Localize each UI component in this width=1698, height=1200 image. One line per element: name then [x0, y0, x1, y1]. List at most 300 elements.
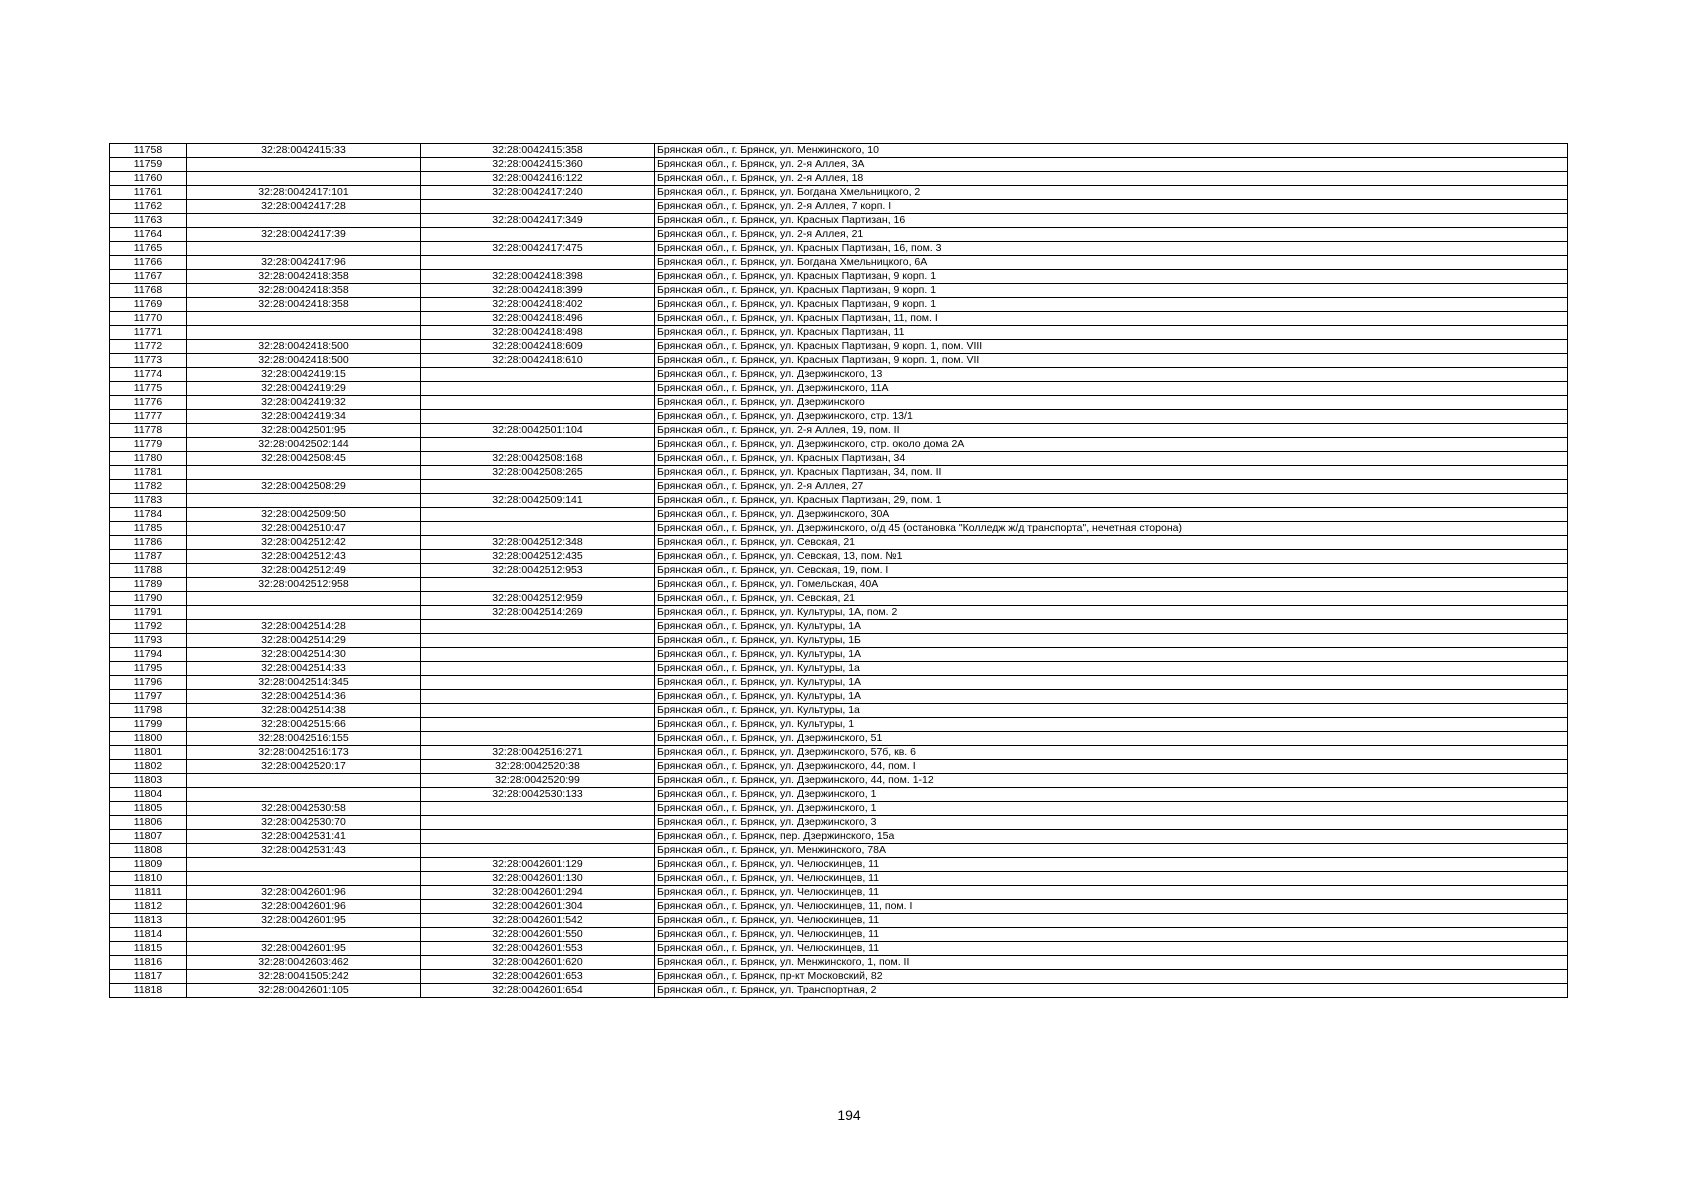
- object-cadastral-number-cell: 32:28:0042512:435: [421, 550, 655, 564]
- object-cadastral-number-cell: [421, 830, 655, 844]
- cadastral-number-cell: [187, 928, 421, 942]
- address-cell: Брянская обл., г. Брянск, ул. Красных Партизан, 9 корп. 1: [655, 284, 1568, 298]
- object-cadastral-number-cell: 32:28:0042512:959: [421, 592, 655, 606]
- row-number-cell: 11785: [110, 522, 187, 536]
- table-row: [110, 564, 1568, 578]
- table-row: [110, 312, 1568, 326]
- row-number-cell: 11781: [110, 466, 187, 480]
- row-number-cell: 11815: [110, 942, 187, 956]
- address-cell: Брянская обл., г. Брянск, ул. Культуры, 1: [655, 718, 1568, 732]
- row-number-cell: 11788: [110, 564, 187, 578]
- object-cadastral-number-cell: 32:28:0042418:398: [421, 270, 655, 284]
- row-number-cell: 11758: [110, 144, 187, 158]
- address-cell: Брянская обл., г. Брянск, ул. Культуры, 1А: [655, 620, 1568, 634]
- table-row: [110, 634, 1568, 648]
- row-number-cell: 11778: [110, 424, 187, 438]
- object-cadastral-number-cell: [421, 704, 655, 718]
- table-row: [110, 984, 1568, 998]
- address-cell: Брянская обл., г. Брянск, ул. Красных Партизан, 34: [655, 452, 1568, 466]
- cadastral-number-cell: [187, 606, 421, 620]
- table-row: [110, 522, 1568, 536]
- address-cell: Брянская обл., г. Брянск, ул. Дзержинского, 11А: [655, 382, 1568, 396]
- row-number-cell: 11771: [110, 326, 187, 340]
- cadastral-number-cell: [187, 326, 421, 340]
- address-cell: Брянская обл., г. Брянск, ул. Дзержинского, 30А: [655, 508, 1568, 522]
- row-number-cell: 11780: [110, 452, 187, 466]
- address-cell: Брянская обл., г. Брянск, ул. Челюскинцев, 11: [655, 872, 1568, 886]
- object-cadastral-number-cell: [421, 368, 655, 382]
- row-number-cell: 11776: [110, 396, 187, 410]
- row-number-cell: 11793: [110, 634, 187, 648]
- cadastral-number-cell: 32:28:0042514:38: [187, 704, 421, 718]
- address-cell: Брянская обл., г. Брянск, ул. Дзержинского, 13: [655, 368, 1568, 382]
- row-number-cell: 11777: [110, 410, 187, 424]
- cadastral-number-cell: 32:28:0042531:41: [187, 830, 421, 844]
- address-cell: Брянская обл., г. Брянск, ул. Севская, 21: [655, 592, 1568, 606]
- address-cell: Брянская обл., г. Брянск, ул. Менжинского, 1, пом. II: [655, 956, 1568, 970]
- registry-table: [109, 143, 1568, 998]
- table-row: [110, 382, 1568, 396]
- object-cadastral-number-cell: [421, 578, 655, 592]
- cadastral-number-cell: 32:28:0042419:15: [187, 368, 421, 382]
- table-row: [110, 760, 1568, 774]
- table-row: [110, 340, 1568, 354]
- cadastral-number-cell: 32:28:0042512:43: [187, 550, 421, 564]
- object-cadastral-number-cell: 32:28:0042415:360: [421, 158, 655, 172]
- cadastral-number-cell: [187, 858, 421, 872]
- address-cell: Брянская обл., г. Брянск, ул. Дзержинского, стр. около дома 2А: [655, 438, 1568, 452]
- address-cell: Брянская обл., г. Брянск, ул. Культуры, 1А: [655, 648, 1568, 662]
- table-row: [110, 144, 1568, 158]
- address-cell: Брянская обл., г. Брянск, ул. Богдана Хмельницкого, 6А: [655, 256, 1568, 270]
- object-cadastral-number-cell: 32:28:0042417:475: [421, 242, 655, 256]
- object-cadastral-number-cell: 32:28:0042418:399: [421, 284, 655, 298]
- address-cell: Брянская обл., г. Брянск, ул. Культуры, 1а: [655, 662, 1568, 676]
- address-cell: Брянская обл., г. Брянск, ул. Дзержинского, 1: [655, 802, 1568, 816]
- address-cell: Брянская обл., г. Брянск, ул. Дзержинского, 3: [655, 816, 1568, 830]
- cadastral-number-cell: [187, 172, 421, 186]
- object-cadastral-number-cell: 32:28:0042418:610: [421, 354, 655, 368]
- row-number-cell: 11783: [110, 494, 187, 508]
- object-cadastral-number-cell: [421, 634, 655, 648]
- page-number: 194: [837, 1107, 861, 1123]
- cadastral-number-cell: 32:28:0042502:144: [187, 438, 421, 452]
- row-number-cell: 11808: [110, 844, 187, 858]
- table-row: [110, 172, 1568, 186]
- table-row: [110, 970, 1568, 984]
- row-number-cell: 11764: [110, 228, 187, 242]
- row-number-cell: 11768: [110, 284, 187, 298]
- address-cell: Брянская обл., г. Брянск, ул. Челюскинцев, 11, пом. I: [655, 900, 1568, 914]
- object-cadastral-number-cell: [421, 410, 655, 424]
- table-row: [110, 732, 1568, 746]
- address-cell: Брянская обл., г. Брянск, ул. Культуры, 1а: [655, 704, 1568, 718]
- row-number-cell: 11772: [110, 340, 187, 354]
- row-number-cell: 11796: [110, 676, 187, 690]
- cadastral-number-cell: 32:28:0042418:358: [187, 270, 421, 284]
- address-cell: Брянская обл., г. Брянск, ул. 2-я Аллея, 7 корп. I: [655, 200, 1568, 214]
- object-cadastral-number-cell: [421, 844, 655, 858]
- cadastral-number-cell: [187, 788, 421, 802]
- address-cell: Брянская обл., г. Брянск, ул. Челюскинцев, 11: [655, 928, 1568, 942]
- address-cell: Брянская обл., г. Брянск, ул. 2-я Аллея, 18: [655, 172, 1568, 186]
- cadastral-number-cell: [187, 494, 421, 508]
- address-cell: Брянская обл., г. Брянск, ул. Менжинского, 78А: [655, 844, 1568, 858]
- cadastral-number-cell: 32:28:0042418:500: [187, 340, 421, 354]
- address-cell: Брянская обл., г. Брянск, ул. Культуры, 1А, пом. 2: [655, 606, 1568, 620]
- address-cell: Брянская обл., г. Брянск, ул. Красных Партизан, 9 корп. 1, пом. VII: [655, 354, 1568, 368]
- object-cadastral-number-cell: 32:28:0042601:653: [421, 970, 655, 984]
- object-cadastral-number-cell: [421, 816, 655, 830]
- row-number-cell: 11800: [110, 732, 187, 746]
- object-cadastral-number-cell: 32:28:0042601:294: [421, 886, 655, 900]
- table-row: [110, 452, 1568, 466]
- table-row: [110, 550, 1568, 564]
- row-number-cell: 11798: [110, 704, 187, 718]
- row-number-cell: 11812: [110, 900, 187, 914]
- row-number-cell: 11814: [110, 928, 187, 942]
- address-cell: Брянская обл., г. Брянск, ул. Дзержинского: [655, 396, 1568, 410]
- object-cadastral-number-cell: 32:28:0042601:654: [421, 984, 655, 998]
- table-row: [110, 746, 1568, 760]
- cadastral-number-cell: 32:28:0042514:28: [187, 620, 421, 634]
- object-cadastral-number-cell: 32:28:0042508:265: [421, 466, 655, 480]
- object-cadastral-number-cell: 32:28:0042417:349: [421, 214, 655, 228]
- table-row: [110, 578, 1568, 592]
- object-cadastral-number-cell: 32:28:0042509:141: [421, 494, 655, 508]
- cadastral-number-cell: 32:28:0042418:500: [187, 354, 421, 368]
- table-row: [110, 424, 1568, 438]
- object-cadastral-number-cell: 32:28:0042418:498: [421, 326, 655, 340]
- table-row: [110, 480, 1568, 494]
- table-row: [110, 158, 1568, 172]
- row-number-cell: 11779: [110, 438, 187, 452]
- address-cell: Брянская обл., г. Брянск, ул. Транспортная, 2: [655, 984, 1568, 998]
- row-number-cell: 11806: [110, 816, 187, 830]
- object-cadastral-number-cell: 32:28:0042416:122: [421, 172, 655, 186]
- row-number-cell: 11765: [110, 242, 187, 256]
- address-cell: Брянская обл., г. Брянск, ул. Красных Партизан, 9 корп. 1: [655, 298, 1568, 312]
- cadastral-number-cell: [187, 158, 421, 172]
- table-row: [110, 326, 1568, 340]
- row-number-cell: 11774: [110, 368, 187, 382]
- row-number-cell: 11809: [110, 858, 187, 872]
- object-cadastral-number-cell: 32:28:0042415:358: [421, 144, 655, 158]
- row-number-cell: 11773: [110, 354, 187, 368]
- table-row: [110, 592, 1568, 606]
- registry-table-body: [110, 144, 1568, 998]
- table-row: [110, 410, 1568, 424]
- address-cell: Брянская обл., г. Брянск, ул. Культуры, 1А: [655, 676, 1568, 690]
- address-cell: Брянская обл., г. Брянск, ул. Красных Партизан, 9 корп. 1, пом. VIII: [655, 340, 1568, 354]
- table-row: [110, 200, 1568, 214]
- row-number-cell: 11792: [110, 620, 187, 634]
- table-row: [110, 872, 1568, 886]
- object-cadastral-number-cell: 32:28:0042601:542: [421, 914, 655, 928]
- row-number-cell: 11790: [110, 592, 187, 606]
- cadastral-number-cell: 32:28:0042510:47: [187, 522, 421, 536]
- address-cell: Брянская обл., г. Брянск, ул. Челюскинцев, 11: [655, 858, 1568, 872]
- table-row: [110, 242, 1568, 256]
- object-cadastral-number-cell: 32:28:0042508:168: [421, 452, 655, 466]
- object-cadastral-number-cell: [421, 690, 655, 704]
- table-row: [110, 606, 1568, 620]
- object-cadastral-number-cell: [421, 480, 655, 494]
- object-cadastral-number-cell: 32:28:0042520:99: [421, 774, 655, 788]
- row-number-cell: 11797: [110, 690, 187, 704]
- address-cell: Брянская обл., г. Брянск, ул. Севская, 21: [655, 536, 1568, 550]
- cadastral-number-cell: 32:28:0042512:49: [187, 564, 421, 578]
- address-cell: Брянская обл., г. Брянск, ул. Дзержинского, 51: [655, 732, 1568, 746]
- object-cadastral-number-cell: [421, 438, 655, 452]
- table-row: [110, 718, 1568, 732]
- address-cell: Брянская обл., г. Брянск, ул. Дзержинского, 57б, кв. 6: [655, 746, 1568, 760]
- row-number-cell: 11786: [110, 536, 187, 550]
- cadastral-number-cell: 32:28:0042516:173: [187, 746, 421, 760]
- row-number-cell: 11817: [110, 970, 187, 984]
- table-row: [110, 830, 1568, 844]
- row-number-cell: 11794: [110, 648, 187, 662]
- address-cell: Брянская обл., г. Брянск, ул. 2-я Аллея, 3А: [655, 158, 1568, 172]
- row-number-cell: 11769: [110, 298, 187, 312]
- object-cadastral-number-cell: 32:28:0042530:133: [421, 788, 655, 802]
- table-row: [110, 186, 1568, 200]
- table-row: [110, 956, 1568, 970]
- table-row: [110, 662, 1568, 676]
- address-cell: Брянская обл., г. Брянск, ул. 2-я Аллея, 19, пом. II: [655, 424, 1568, 438]
- cadastral-number-cell: 32:28:0042418:358: [187, 284, 421, 298]
- object-cadastral-number-cell: 32:28:0042501:104: [421, 424, 655, 438]
- cadastral-number-cell: 32:28:0042415:33: [187, 144, 421, 158]
- address-cell: Брянская обл., г. Брянск, ул. Севская, 19, пом. I: [655, 564, 1568, 578]
- row-number-cell: 11801: [110, 746, 187, 760]
- cadastral-number-cell: 32:28:0042603:462: [187, 956, 421, 970]
- row-number-cell: 11767: [110, 270, 187, 284]
- cadastral-number-cell: 32:28:0042508:45: [187, 452, 421, 466]
- object-cadastral-number-cell: [421, 802, 655, 816]
- object-cadastral-number-cell: [421, 676, 655, 690]
- cadastral-number-cell: 32:28:0042418:358: [187, 298, 421, 312]
- table-row: [110, 844, 1568, 858]
- object-cadastral-number-cell: [421, 732, 655, 746]
- row-number-cell: 11803: [110, 774, 187, 788]
- address-cell: Брянская обл., г. Брянск, ул. 2-я Аллея, 27: [655, 480, 1568, 494]
- cadastral-number-cell: [187, 872, 421, 886]
- cadastral-number-cell: 32:28:0042417:101: [187, 186, 421, 200]
- cadastral-number-cell: 32:28:0042514:30: [187, 648, 421, 662]
- row-number-cell: 11799: [110, 718, 187, 732]
- table-row: [110, 774, 1568, 788]
- row-number-cell: 11804: [110, 788, 187, 802]
- address-cell: Брянская обл., г. Брянск, ул. Красных Партизан, 9 корп. 1: [655, 270, 1568, 284]
- cadastral-number-cell: 32:28:0042601:96: [187, 886, 421, 900]
- cadastral-number-cell: 32:28:0042531:43: [187, 844, 421, 858]
- cadastral-number-cell: [187, 592, 421, 606]
- address-cell: Брянская обл., г. Брянск, пер. Дзержинского, 15а: [655, 830, 1568, 844]
- table-row: [110, 858, 1568, 872]
- row-number-cell: 11813: [110, 914, 187, 928]
- row-number-cell: 11762: [110, 200, 187, 214]
- table-row: [110, 648, 1568, 662]
- cadastral-number-cell: 32:28:0042508:29: [187, 480, 421, 494]
- row-number-cell: 11818: [110, 984, 187, 998]
- object-cadastral-number-cell: 32:28:0042418:609: [421, 340, 655, 354]
- cadastral-number-cell: 32:28:0042417:96: [187, 256, 421, 270]
- table-row: [110, 676, 1568, 690]
- cadastral-number-cell: 32:28:0042515:66: [187, 718, 421, 732]
- row-number-cell: 11810: [110, 872, 187, 886]
- cadastral-number-cell: [187, 774, 421, 788]
- table-row: [110, 228, 1568, 242]
- table-row: [110, 396, 1568, 410]
- address-cell: Брянская обл., г. Брянск, ул. Красных Партизан, 11: [655, 326, 1568, 340]
- row-number-cell: 11787: [110, 550, 187, 564]
- row-number-cell: 11770: [110, 312, 187, 326]
- address-cell: Брянская обл., г. Брянск, ул. Дзержинского, 44, пом. I: [655, 760, 1568, 774]
- cadastral-number-cell: 32:28:0042509:50: [187, 508, 421, 522]
- table-row: [110, 368, 1568, 382]
- cadastral-number-cell: 32:28:0042417:28: [187, 200, 421, 214]
- object-cadastral-number-cell: [421, 396, 655, 410]
- row-number-cell: 11760: [110, 172, 187, 186]
- cadastral-number-cell: [187, 242, 421, 256]
- cadastral-number-cell: 32:28:0042530:70: [187, 816, 421, 830]
- cadastral-number-cell: 32:28:0042601:96: [187, 900, 421, 914]
- object-cadastral-number-cell: 32:28:0042516:271: [421, 746, 655, 760]
- address-cell: Брянская обл., г. Брянск, ул. Богдана Хмельницкого, 2: [655, 186, 1568, 200]
- cadastral-number-cell: 32:28:0042530:58: [187, 802, 421, 816]
- table-row: [110, 788, 1568, 802]
- object-cadastral-number-cell: 32:28:0042514:269: [421, 606, 655, 620]
- row-number-cell: 11795: [110, 662, 187, 676]
- address-cell: Брянская обл., г. Брянск, ул. Дзержинского, 44, пом. 1-12: [655, 774, 1568, 788]
- object-cadastral-number-cell: 32:28:0042601:550: [421, 928, 655, 942]
- address-cell: Брянская обл., г. Брянск, ул. Красных Партизан, 16, пом. 3: [655, 242, 1568, 256]
- cadastral-number-cell: 32:28:0041505:242: [187, 970, 421, 984]
- row-number-cell: 11789: [110, 578, 187, 592]
- object-cadastral-number-cell: [421, 620, 655, 634]
- table-row: [110, 886, 1568, 900]
- cadastral-number-cell: [187, 312, 421, 326]
- table-row: [110, 928, 1568, 942]
- object-cadastral-number-cell: [421, 508, 655, 522]
- table-row: [110, 284, 1568, 298]
- row-number-cell: 11807: [110, 830, 187, 844]
- cadastral-number-cell: 32:28:0042417:39: [187, 228, 421, 242]
- row-number-cell: 11802: [110, 760, 187, 774]
- object-cadastral-number-cell: 32:28:0042601:553: [421, 942, 655, 956]
- cadastral-number-cell: [187, 466, 421, 480]
- cadastral-number-cell: 32:28:0042514:36: [187, 690, 421, 704]
- table-row: [110, 942, 1568, 956]
- row-number-cell: 11775: [110, 382, 187, 396]
- object-cadastral-number-cell: [421, 200, 655, 214]
- address-cell: Брянская обл., г. Брянск, ул. Дзержинского, о/д 45 (остановка "Колледж ж/д транспорта", нечетная сторона): [655, 522, 1568, 536]
- row-number-cell: 11816: [110, 956, 187, 970]
- object-cadastral-number-cell: 32:28:0042512:953: [421, 564, 655, 578]
- cadastral-number-cell: 32:28:0042514:345: [187, 676, 421, 690]
- table-row: [110, 270, 1568, 284]
- table-row: [110, 508, 1568, 522]
- cadastral-number-cell: 32:28:0042516:155: [187, 732, 421, 746]
- table-row: [110, 914, 1568, 928]
- object-cadastral-number-cell: [421, 228, 655, 242]
- row-number-cell: 11791: [110, 606, 187, 620]
- object-cadastral-number-cell: 32:28:0042520:38: [421, 760, 655, 774]
- address-cell: Брянская обл., г. Брянск, ул. Красных Партизан, 29, пом. 1: [655, 494, 1568, 508]
- address-cell: Брянская обл., г. Брянск, ул. 2-я Аллея, 21: [655, 228, 1568, 242]
- address-cell: Брянская обл., г. Брянск, ул. Дзержинского, 1: [655, 788, 1568, 802]
- object-cadastral-number-cell: [421, 662, 655, 676]
- row-number-cell: 11759: [110, 158, 187, 172]
- row-number-cell: 11811: [110, 886, 187, 900]
- address-cell: Брянская обл., г. Брянск, ул. Гомельская, 40А: [655, 578, 1568, 592]
- object-cadastral-number-cell: 32:28:0042601:620: [421, 956, 655, 970]
- object-cadastral-number-cell: 32:28:0042601:129: [421, 858, 655, 872]
- address-cell: Брянская обл., г. Брянск, пр-кт Московский, 82: [655, 970, 1568, 984]
- table-row: [110, 816, 1568, 830]
- address-cell: Брянская обл., г. Брянск, ул. Красных Партизан, 11, пом. I: [655, 312, 1568, 326]
- address-cell: Брянская обл., г. Брянск, ул. Челюскинцев, 11: [655, 886, 1568, 900]
- table-row: [110, 536, 1568, 550]
- object-cadastral-number-cell: [421, 648, 655, 662]
- table-row: [110, 900, 1568, 914]
- table-row: [110, 466, 1568, 480]
- table-row: [110, 256, 1568, 270]
- object-cadastral-number-cell: 32:28:0042417:240: [421, 186, 655, 200]
- table-row: [110, 494, 1568, 508]
- address-cell: Брянская обл., г. Брянск, ул. Дзержинского, стр. 13/1: [655, 410, 1568, 424]
- row-number-cell: 11763: [110, 214, 187, 228]
- table-row: [110, 690, 1568, 704]
- table-row: [110, 802, 1568, 816]
- row-number-cell: 11805: [110, 802, 187, 816]
- address-cell: Брянская обл., г. Брянск, ул. Челюскинцев, 11: [655, 914, 1568, 928]
- object-cadastral-number-cell: [421, 382, 655, 396]
- object-cadastral-number-cell: [421, 256, 655, 270]
- cadastral-number-cell: 32:28:0042514:29: [187, 634, 421, 648]
- table-row: [110, 438, 1568, 452]
- cadastral-number-cell: [187, 214, 421, 228]
- object-cadastral-number-cell: 32:28:0042512:348: [421, 536, 655, 550]
- cadastral-number-cell: 32:28:0042601:95: [187, 914, 421, 928]
- table-row: [110, 298, 1568, 312]
- row-number-cell: 11766: [110, 256, 187, 270]
- table-row: [110, 214, 1568, 228]
- address-cell: Брянская обл., г. Брянск, ул. Красных Партизан, 34, пом. II: [655, 466, 1568, 480]
- object-cadastral-number-cell: [421, 522, 655, 536]
- cadastral-number-cell: 32:28:0042419:34: [187, 410, 421, 424]
- row-number-cell: 11782: [110, 480, 187, 494]
- row-number-cell: 11784: [110, 508, 187, 522]
- object-cadastral-number-cell: 32:28:0042601:130: [421, 872, 655, 886]
- cadastral-number-cell: 32:28:0042419:29: [187, 382, 421, 396]
- address-cell: Брянская обл., г. Брянск, ул. Челюскинцев, 11: [655, 942, 1568, 956]
- table-row: [110, 620, 1568, 634]
- cadastral-number-cell: 32:28:0042512:958: [187, 578, 421, 592]
- cadastral-number-cell: 32:28:0042601:105: [187, 984, 421, 998]
- object-cadastral-number-cell: 32:28:0042601:304: [421, 900, 655, 914]
- cadastral-number-cell: 32:28:0042419:32: [187, 396, 421, 410]
- object-cadastral-number-cell: [421, 718, 655, 732]
- cadastral-number-cell: 32:28:0042514:33: [187, 662, 421, 676]
- address-cell: Брянская обл., г. Брянск, ул. Красных Партизан, 16: [655, 214, 1568, 228]
- address-cell: Брянская обл., г. Брянск, ул. Менжинского, 10: [655, 144, 1568, 158]
- address-cell: Брянская обл., г. Брянск, ул. Культуры, 1Б: [655, 634, 1568, 648]
- table-row: [110, 354, 1568, 368]
- table-row: [110, 704, 1568, 718]
- cadastral-number-cell: 32:28:0042601:95: [187, 942, 421, 956]
